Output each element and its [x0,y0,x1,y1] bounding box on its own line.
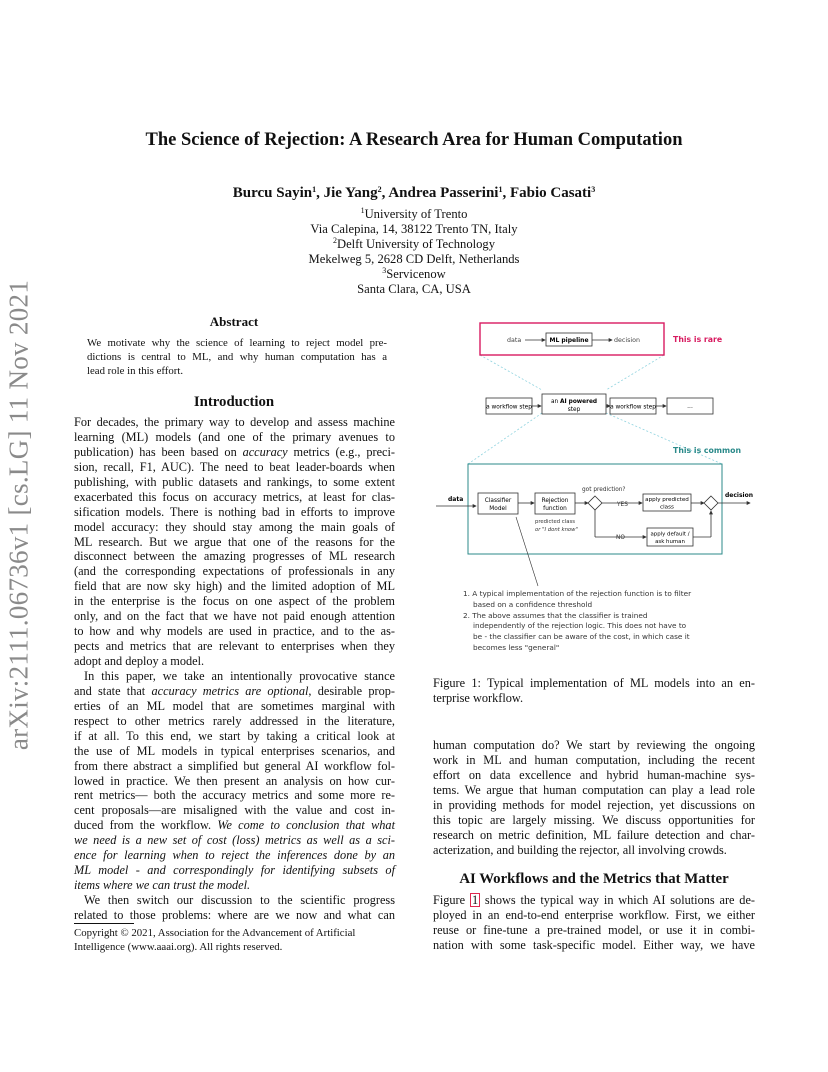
text-line: the use of ML models in typical enterprises scenarios, and [74,743,395,758]
text-span: shows the typical way in which AI solutions are de- [484,893,756,907]
copyright-footnote [74,923,394,955]
default-action-label: apply default / [650,531,690,538]
default-action-label-2: ask human [655,539,685,545]
author-name: Burcu Sayin [232,185,313,201]
text-line: ML research. But we argue that one of the reasons for the [74,534,395,549]
text-span: metrics (e.g., preci- [293,444,396,459]
text-line: to how and why models are used in practice, and to the as- [74,624,395,639]
text-span: and state that [74,683,146,698]
affiliation-text: University of Trento [364,207,468,221]
author-list: Burcu Sayin$^1$, Jie Yang$^2$, Andrea Passerini$^1$, Fabio Casati$^3$ [232,185,596,201]
text-line: For decades, the primary way to develop and assess machine [74,415,395,429]
ai-workflows-body [433,893,755,953]
ai-step-label [551,399,597,405]
section-heading-ai-workflows: AI Workflows and the Metrics that Matter [459,871,729,887]
caption-line: terprise workflow. [433,691,524,705]
copyright-line: Intelligence (www.aaai.org). All rights reserved. [74,941,283,954]
figure-note-line: independently of the rejection logic. This does not have to [473,621,687,631]
rejection-label-2: function [543,506,567,512]
figure-note-line: becomes less "general" [473,642,560,652]
text-line: rent metrics— both the accuracy metrics and some more re- [74,788,395,803]
text-span: publication) has been based on [74,444,237,459]
author-affiliation-mark: 1 [498,185,503,194]
text-line: we need is a new set of cost (loss) metrics as well as a sci- [74,833,395,848]
affiliation-line [0,267,828,282]
text-line: in providing methods for model rejection, yet discussions on [433,797,755,812]
text-line [74,818,395,833]
text-line: We then switch our discussion to the scientific progress [84,893,395,907]
top-decision-label: decision [614,337,640,344]
common-label: This is common [673,446,742,455]
text-line: respect to other metrics rarely addressed in the literature, [74,713,395,728]
text-line: if at all. To this end, we start by taking a critical look at [74,728,395,743]
ai-step-prefix: an [550,399,559,405]
text-line: cent proposals—are misaligned with the value and cost in- [74,803,395,818]
workflow-step-label: a workflow step [486,404,532,411]
figure-note-line: be - the classifier can be aware of the cost, in which case it [473,632,690,642]
text-line: ence for learning when to reject the inferences done by an [74,848,395,863]
text-line: in the enterprise is the focus on one aspect of the problem [74,594,395,609]
workflow-step-label: a workflow step [610,404,656,411]
text-line: In this paper, we take an intentionally provocative stance [84,668,395,683]
affiliation-line: Via Calepina, 14, 38122 Trento TN, Italy [310,222,518,236]
rare-label: This is rare [673,335,723,344]
text-line: (and the corresponding expectations of professionals in any [74,564,395,579]
classifier-label: Classifier [484,498,512,504]
text-line: related to those problems: where are we now and what can [74,907,395,922]
bottom-data-label: data [448,496,464,503]
predicted-class-note-2: or "I dont know" [535,527,578,533]
figure-caption [433,676,755,706]
text-line: ML model - and correspondingly for identifying subsets of [74,863,395,878]
text-line: tems. We argue that human computation can play a lead role [433,782,755,797]
author-name: Fabio Casati [509,185,592,201]
apply-predicted-label-2: class [660,504,674,511]
text-line: disconnect between the amazing progresses of ML research [74,549,395,564]
text-line: sification models. There is nothing bad in efforts to improve [74,504,395,519]
text-line: learning (ML) models (and one of the primary avenues to [74,429,395,444]
text-line: erties of an ML model that are sometimes marginal with [74,698,395,713]
caption-line: Figure 1: Typical implementation of ML models into an en- [433,676,755,690]
affiliation-mark: 2 [332,236,337,245]
abstract-body [87,336,387,379]
merge-diamond [704,496,718,510]
abstract-line: We motivate why the science of learning to reject model pre- [87,337,387,349]
affiliation-text: Delft University of Technology [336,237,496,251]
text-line: ployed in an end-to-end enterprise workflow. First, we either [433,907,755,922]
text-line: effort on data excellence and hybrid human-machine sys- [433,767,755,782]
text-line: nation with some task-specific model. Either way, we have [433,937,755,952]
text-line: sion, recall, F1, AUC). The need to beat leader-boards when [74,459,395,474]
section-heading-introduction: Introduction [193,394,275,410]
bottom-decision-label: decision [725,492,753,499]
author-name: Jie Yang [323,185,378,201]
text-line: field that are now sky high) and the limited adoption of ML [74,579,395,594]
arxiv-identifier-text: arXiv:2111.06736v1 [cs.LG] 11 Nov 2021 [3,279,34,751]
text-line: from there abstract a simplified but general AI workflow fol- [74,758,395,773]
text-line: human computation do? We start by reviewing the ongoing [433,738,755,752]
text-line: acterization, and building the rejector, all involving crowds. [433,842,727,857]
author-affiliation-mark: 3 [591,185,596,194]
affiliation-mark: 1 [360,206,365,215]
affiliation-mark: 3 [382,266,387,275]
text-line: this topic are largely missing. We discuss opportunities for [433,812,755,827]
text-line [74,684,395,699]
text-line [433,893,755,908]
figure-note-line: 2. The above assumes that the classifier is trained [463,610,648,620]
rejection-label: Rejection [541,498,569,504]
abstract-heading: Abstract [209,314,259,329]
text-span: , desirable prop- [308,683,395,698]
author-name: Andrea Passerini [388,185,499,201]
yes-label: YES [617,502,628,508]
text-span: Figure [433,893,466,907]
text-line: research on metric definition, ML failure detection and char- [433,827,755,842]
affiliation-line [0,237,828,252]
no-label: NO [616,535,625,541]
figure-notes [463,589,753,654]
text-line: publishing, with public datasets and rankings, to some extent [74,474,395,489]
figure-note-line: 1. A typical implementation of the rejection function is to filter [463,589,692,598]
text-line: model accuracy: they should stay among the main goals of [74,519,395,534]
text-line: items where we can trust the model. [74,878,251,893]
ai-step-label-2: step [567,407,581,413]
affiliation-line [0,207,828,222]
abstract-line: lead role in this effort. [87,365,184,378]
text-line: only, and on the fact that we have not paid enough attention [74,609,395,624]
text-line: lowed in practice. We then present an analysis on how cur- [74,773,395,788]
figure-workflow-diagram [430,318,760,588]
paper-title: The Science of Rejection: A Research Area for Human Computation [145,130,683,150]
text-line: adopt and deploy a model. [74,654,205,668]
affiliations [0,207,828,297]
ml-pipeline-label: ML pipeline [549,337,589,344]
affiliation-line: Santa Clara, CA, USA [357,282,471,296]
classifier-label-2: Model [489,506,507,512]
ai-step-emphasis: AI powered [560,399,598,405]
top-data-label: data [507,337,522,344]
figure-reference-link[interactable]: 1 [471,893,479,907]
decision-diamond [588,496,602,510]
apply-predicted-label: apply predicted [645,497,689,503]
text-line: reuse or fine-tune a pre-trained model, or use it in combi- [433,922,755,937]
affiliation-line: Mekelweg 5, 2628 CD Delft, Netherlands [308,252,520,266]
text-span: duced from the workflow. [74,818,212,833]
text-line: work in ML and human computation, including the recent [433,752,755,767]
figure-note-line: based on a confidence threshold [473,599,593,609]
predicted-class-note: predicted class [535,519,575,525]
text-line [74,445,395,460]
introduction-body [74,415,395,923]
abstract-line: dictions is central to ML, and why human computation has a [87,351,387,364]
footnote-rule [74,923,134,924]
emphasis-text: accuracy metrics are optional [151,683,309,698]
text-line: exacerbated this focus on accuracy metrics, at least for clas- [74,489,395,504]
affiliation-text: Servicenow [386,267,446,281]
text-line: pects and metrics that are relevant to enterprises when they [74,639,395,654]
copyright-line: Copyright © 2021, Association for the Advancement of Artificial [74,927,356,939]
ellipsis-label: ... [687,403,693,410]
emphasis-text: accuracy [242,444,288,459]
emphasis-text: We come to conclusion that what [217,818,395,833]
author-affiliation-mark: 1 [312,185,317,194]
got-prediction-label: got prediction? [582,487,626,493]
author-affiliation-mark: 2 [377,185,382,194]
right-column-body [433,738,755,858]
